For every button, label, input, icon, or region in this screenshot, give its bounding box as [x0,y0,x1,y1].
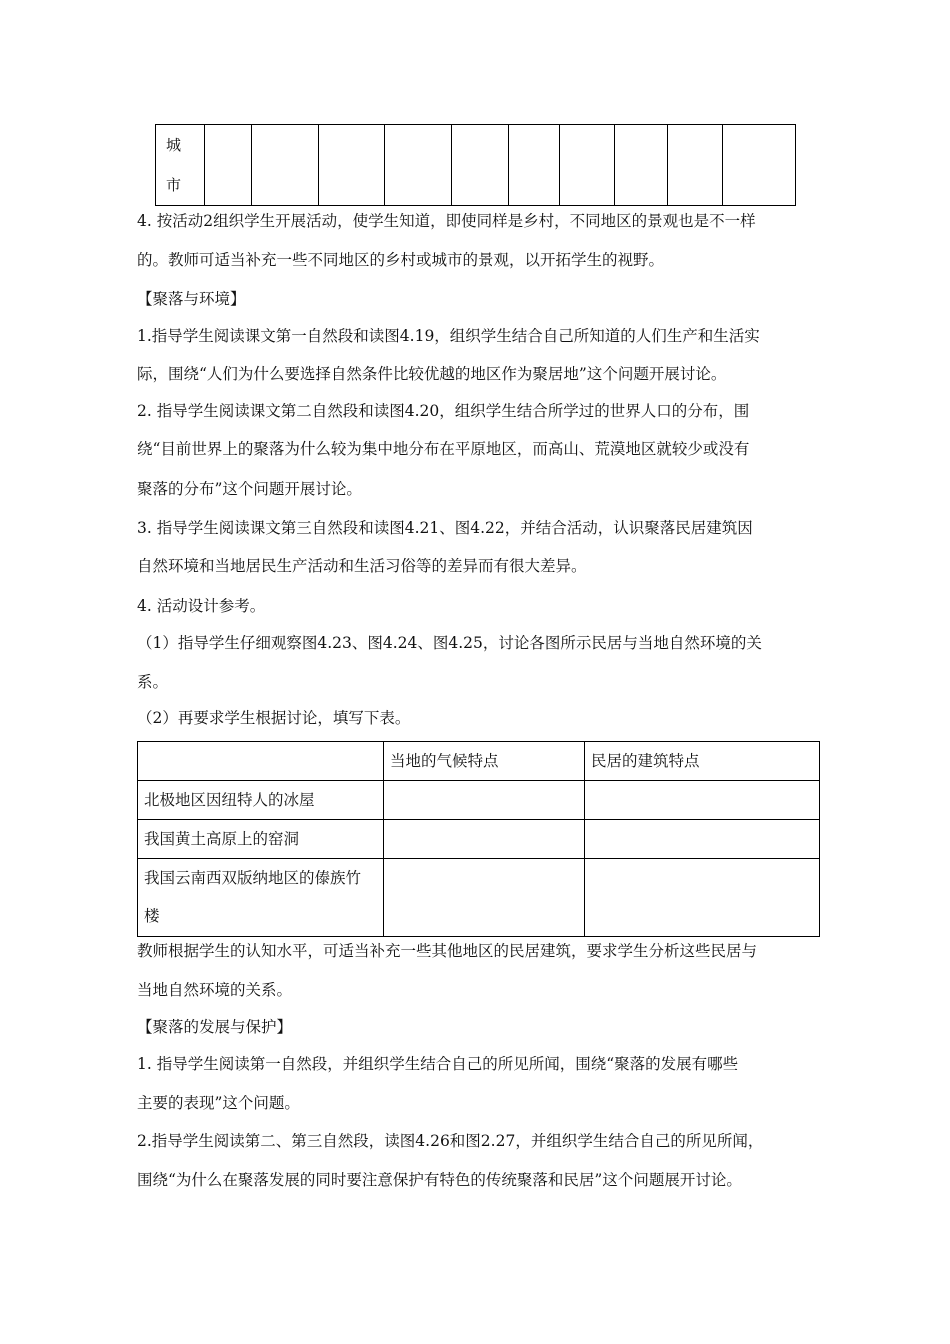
table-header-cell [138,742,384,781]
cell-line: 楼 [144,907,160,925]
climate-cell [384,820,585,859]
table-cell [723,125,796,206]
paragraph-line: 1.指导学生阅读课文第一自然段和读图4.19，组织学生结合自己所知道的人们生产和生活实 [137,327,760,345]
dwelling-name-cell: 我国黄土高原上的窑洞 [138,820,384,859]
section-heading: 【聚落与环境】 [137,290,246,308]
table-cell [205,125,252,206]
table-row [138,820,820,859]
table-cell [615,125,668,206]
paragraph-line: 4. 按活动2组织学生开展活动，使学生知道，即使同样是乡村，不同地区的景观也是不一样 [137,212,756,230]
section-heading: 【聚落的发展与保护】 [137,1018,293,1036]
paragraph-line: 主要的表现”这个问题。 [137,1094,300,1112]
dwelling-name-cell [138,859,384,937]
table-cell [560,125,615,206]
table-header-cell: 当地的气候特点 [384,742,585,781]
building-cell [585,859,820,937]
row-label-city [156,125,205,206]
paragraph-line: 当地自然环境的关系。 [137,981,293,999]
paragraph-line: 2. 指导学生阅读课文第二自然段和读图4.20，组织学生结合所学过的世界人口的分布，围 [137,402,750,420]
building-cell [585,781,820,820]
paragraph-line: 围绕“为什么在聚落发展的同时要注意保护有特色的传统聚落和民居”这个问题展开讨论。 [137,1171,742,1189]
paragraph-line: 1. 指导学生阅读第一自然段，并组织学生结合自己的所见所闻，围绕“聚落的发展有哪些 [137,1055,739,1073]
building-cell [585,820,820,859]
paragraph-line: 教师根据学生的认知水平，可适当补充一些其他地区的民居建筑，要求学生分析这些民居与 [137,942,758,960]
top-table-fragment [155,124,796,206]
table-cell [252,125,319,206]
table-row [156,125,796,206]
paragraph-line: 自然环境和当地居民生产活动和生活习俗等的差异而有很大差异。 [137,557,587,575]
table-header-row [138,742,820,781]
table-row [138,781,820,820]
paragraph-line: （1）指导学生仔细观察图4.23、图4.24、图4.25，讨论各图所示民居与当地自然环境的关 [137,634,762,652]
table-row [138,859,820,937]
climate-cell [384,781,585,820]
table-cell [385,125,452,206]
table-cell [668,125,723,206]
table-cell [319,125,385,206]
paragraph-line: 4. 活动设计参考。 [137,597,266,615]
paragraph-line: 2.指导学生阅读第二、第三自然段，读图4.26和图2.27，并组织学生结合自己的所见所闻， [137,1132,764,1150]
paragraph-line: 聚落的分布”这个问题开展讨论。 [137,480,362,498]
climate-cell [384,859,585,937]
table-cell [452,125,509,206]
dwelling-name-cell: 北极地区因纽特人的冰屋 [138,781,384,820]
paragraph-line: （2）再要求学生根据讨论，填写下表。 [137,709,411,727]
paragraph-line: 际，围绕“人们为什么要选择自然条件比较优越的地区作为聚居地”这个问题开展讨论。 [137,365,727,383]
paragraph-line: 3. 指导学生阅读课文第三自然段和读图4.21、图4.22，并结合活动，认识聚落民居建筑因 [137,519,753,537]
row-label-line: 城 [166,136,182,154]
table-cell [509,125,560,206]
paragraph-line: 绕“目前世界上的聚落为什么较为集中地分布在平原地区，而高山、荒漠地区就较少或没有 [137,440,750,458]
paragraph-line: 的。教师可适当补充一些不同地区的乡村或城市的景观，以开拓学生的视野。 [137,251,665,269]
cell-line: 我国云南西双版纳地区的傣族竹 [144,869,362,887]
table-header-cell: 民居的建筑特点 [585,742,820,781]
dwelling-climate-table [137,741,820,937]
paragraph-line: 系。 [137,673,169,691]
row-label-line: 市 [166,176,182,194]
